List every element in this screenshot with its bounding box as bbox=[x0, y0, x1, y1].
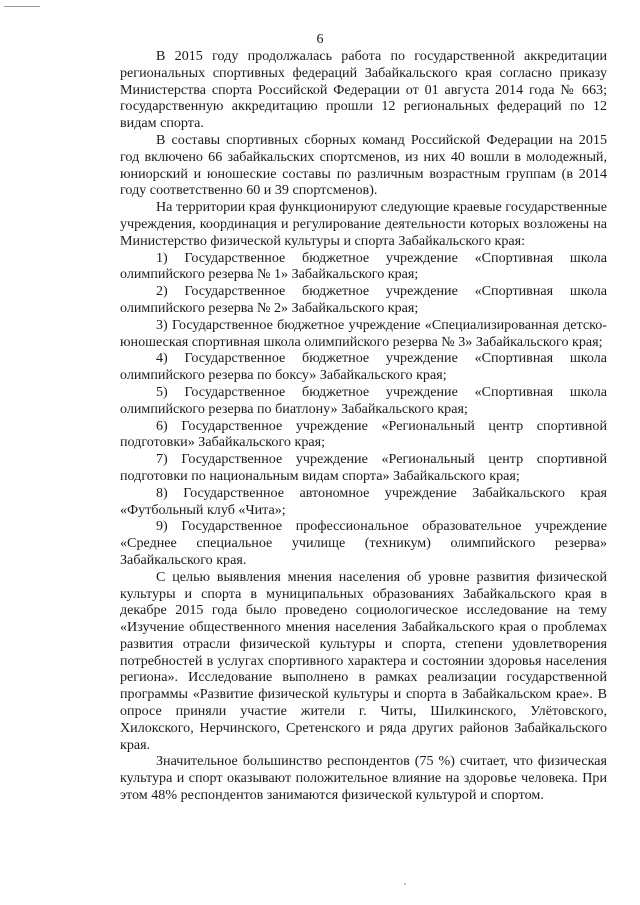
paragraph-accreditation: В 2015 году продолжалась работа по государственной аккредитации региональных спортивных федераций Забайкальского края согласно приказу Министерства спорта Российской Федерации от 01 августа 2014 года № 663; государственную аккредитацию прошли 12 региональных федераций по 12 видам спорта. bbox=[120, 48, 607, 132]
paragraph-national-teams: В составы спортивных сборных команд Российской Федерации на 2015 год включено 66 забайкальских спортсменов, из них 40 вошли в молодежный, юниорский и юношеские составы по различным возрастным группам (в 2014 году соответственно 60 и 39 спортсменов). bbox=[120, 131, 607, 199]
document-body bbox=[120, 48, 607, 804]
page-number: 6 bbox=[316, 32, 324, 47]
paragraph-survey: С целью выявления мнения населения об уровне развития физической культуры и спорта в муниципальных образованиях Забайкальского края в декабре 2015 года было проведено социологическое исследование на тему «Изучение общественного мнения населения Забайкальского края о проблемах развития отрасли физической культуры и спорта, степени удовлетворения потребностей в услугах спортивного характера и состоянии здоровья населения региона». Исследование выполнено в рамках реализации государственной программы «Развитие физической культуры и спорта в Забайкальском крае». В опросе приняли участие жители г. Читы, Шилкинского, Улётовского, Хилокского, Нерчинского, Сретенского и ряда других районов Забайкальского края. bbox=[120, 568, 607, 753]
list-item-institution-5: 5) Государственное бюджетное учреждение «Спортивная школа олимпийского резерва по биатлону» Забайкальского края; bbox=[120, 383, 607, 417]
scan-speck bbox=[404, 883, 406, 885]
list-item-institution-7: 7) Государственное учреждение «Региональный центр спортивной подготовки по национальным видам спорта» Забайкальского края; bbox=[120, 451, 607, 484]
paragraph-institutions-intro: На территории края функционируют следующие краевые государственные учреждения, координация и регулирование деятельности которых возложены на Министерство физической культуры и спорта Забайкальского края: bbox=[120, 199, 607, 249]
list-item-institution-2: 2) Государственное бюджетное учреждение «Спортивная школа олимпийского резерва № 2» Забайкальского края; bbox=[120, 283, 607, 316]
list-item-institution-1: 1) Государственное бюджетное учреждение «Спортивная школа олимпийского резерва № 1» Забайкальского края; bbox=[120, 249, 607, 283]
scan-corner-mark bbox=[4, 6, 40, 7]
list-item-institution-6: 6) Государственное учреждение «Региональный центр спортивной подготовки» Забайкальского края; bbox=[120, 417, 607, 451]
list-item-institution-9: 9) Государственное профессиональное образовательное учреждение «Среднее специальное училище (техникум) олимпийского резерва» Забайкальского края. bbox=[120, 518, 607, 568]
list-item-institution-8: 8) Государственное автономное учреждение Забайкальского края «Футбольный клуб «Чита»; bbox=[120, 484, 607, 518]
list-item-institution-4: 4) Государственное бюджетное учреждение «Спортивная школа олимпийского резерва по боксу» Забайкальского края; bbox=[120, 350, 607, 384]
list-item-institution-3: 3) Государственное бюджетное учреждение «Специализированная детско-юношеская спортивная школа олимпийского резерва № 3» Забайкальского края; bbox=[120, 316, 607, 350]
paragraph-survey-results: Значительное большинство респондентов (75 %) считает, что физическая культура и спорт оказывают положительное влияние на здоровье человека. При этом 48% респондентов занимаются физической культурой и спортом. bbox=[120, 753, 607, 804]
